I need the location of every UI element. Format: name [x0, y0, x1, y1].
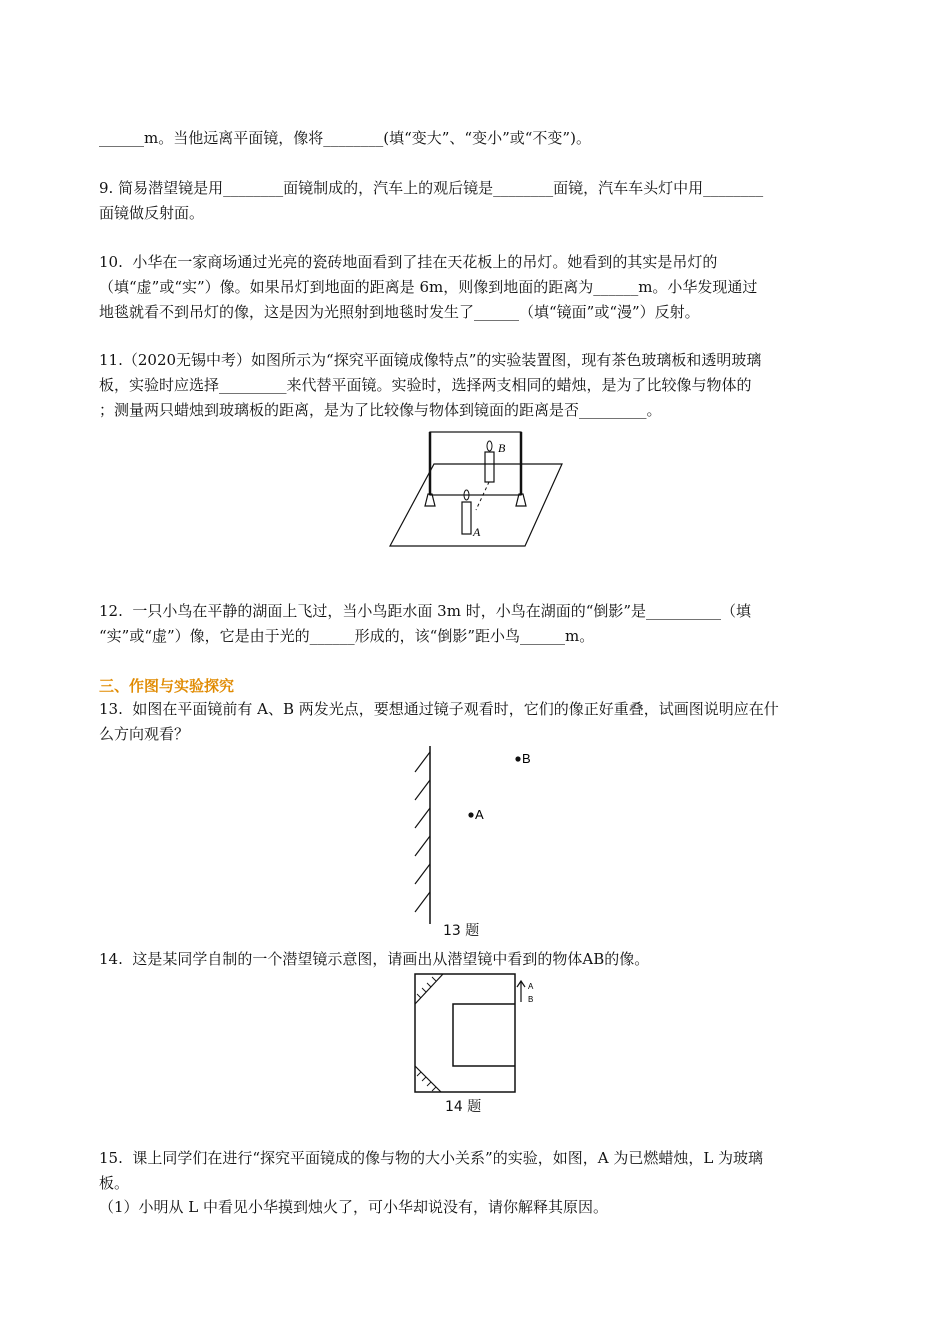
figure-13-drawing [405, 744, 545, 940]
q13-line-1: 13. 如图在平面镜前有 A、B 两发光点，要想通过镜子观看时，它们的像正好重叠，试画图说明应在什 [99, 700, 779, 718]
q15-line-3: （1）小明从 L 中看见小华摸到烛火了，可小华却说没有，请你解释其原因。 [99, 1198, 609, 1216]
figure-13-label-a: A [475, 807, 484, 822]
q9-line-2: 面镜做反射面。 [99, 204, 205, 222]
figure-11 [388, 428, 568, 554]
figure-14-label-a: A [528, 982, 534, 991]
figure-13-caption: 13 题 [443, 923, 480, 939]
q11-line-1: 11.（2020无锡中考）如图所示为“探究平面镜成像特点”的实验装置图，现有茶色玻璃板和透明玻璃 [99, 351, 762, 369]
q12-line-1: 12. 一只小鸟在平静的湖面上飞过，当小鸟距水面 3m 时，小鸟在湖面的“倒影”是__________（填 [99, 602, 752, 620]
q10-line-1: 10. 小华在一家商场通过光亮的瓷砖地面看到了挂在天花板上的吊灯。她看到的其实是吊灯的 [99, 253, 718, 271]
q15-line-2: 板。 [99, 1174, 130, 1192]
q10-line-2: （填“虚”或“实”）像。如果吊灯到地面的距离是 6m，则像到地面的距离为______m。小华发现通过 [99, 278, 758, 296]
figure-13-label-b: B [522, 751, 531, 766]
figure-11-label-a: A [473, 525, 481, 539]
q10-line-3: 地毯就看不到吊灯的像，这是因为光照射到地毯时发生了______（填“镜面”或“漫”）反射。 [99, 303, 700, 321]
figure-11-drawing [388, 428, 568, 550]
figure-13 [405, 744, 545, 944]
figure-14-caption: 14 题 [445, 1099, 482, 1115]
q15-line-1: 15. 课上同学们在进行“探究平面镜成的像与物的大小关系”的实验，如图，A 为已燃蜡烛，L 为玻璃 [99, 1149, 764, 1167]
q13-line-2: 么方向观看？ [99, 725, 190, 743]
q12-line-2: “实”或“虚”）像，它是由于光的______形成的，该“倒影”距小鸟______m。 [99, 627, 595, 645]
figure-14-drawing [413, 972, 553, 1096]
q9-line-1: 9. 简易潜望镜是用________面镜制成的，汽车上的观后镜是________面镜，汽车车头灯中用________ [99, 179, 764, 197]
q8-continuation: ______m。当他远离平面镜，像将________(填“变大”、“变小”或“不变”)。 [99, 129, 591, 147]
q14-line: 14. 这是某同学自制的一个潜望镜示意图，请画出从潜望镜中看到的物体AB的像。 [99, 950, 650, 968]
figure-14 [413, 972, 553, 1115]
section-heading: 三、作图与实验探究 [99, 677, 235, 695]
q11-line-3: ；测量两只蜡烛到玻璃板的距离，是为了比较像与物体到镜面的距离是否_________。 [99, 401, 662, 419]
figure-11-label-b: B [498, 441, 506, 455]
figure-14-label-b: B [528, 995, 534, 1004]
q11-line-2: 板，实验时应选择_________来代替平面镜。实验时，选择两支相同的蜡烛，是为了比较像与物体的 [99, 376, 752, 394]
